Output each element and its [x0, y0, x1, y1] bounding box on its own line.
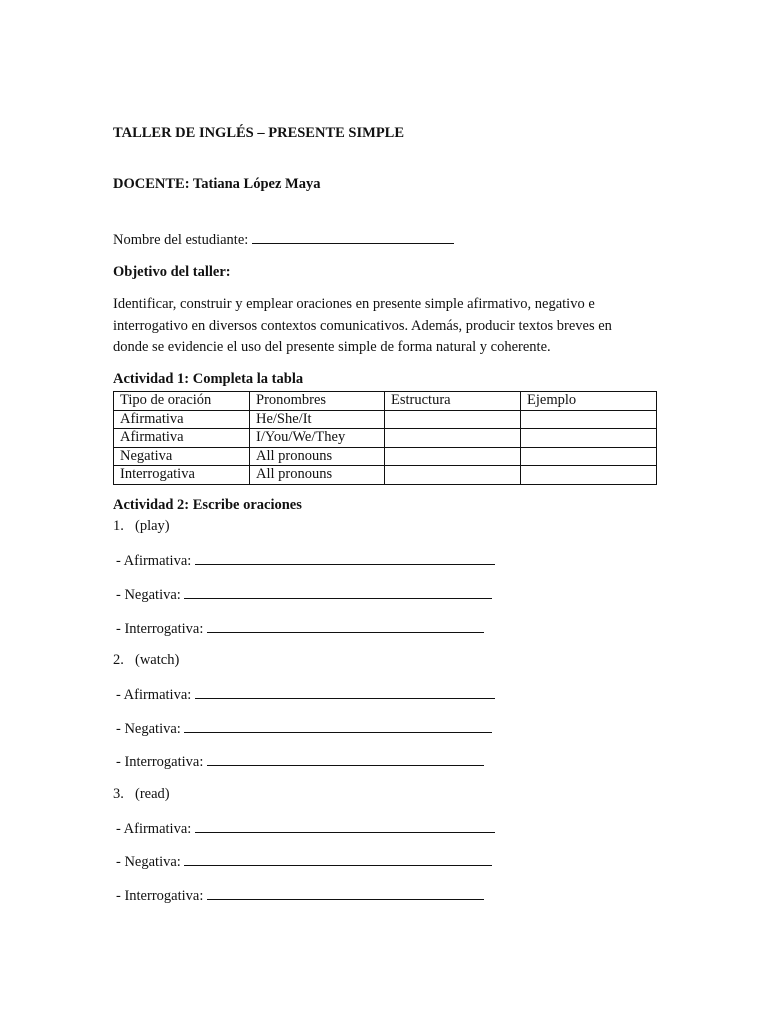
item-verb: (read) — [135, 786, 170, 802]
table-header-cell: Pronombres — [250, 392, 385, 411]
interrogative-row — [116, 752, 484, 771]
interrogative-row — [116, 886, 484, 905]
table-cell-structure[interactable] — [385, 429, 521, 448]
interrogative-label: - Interrogativa: — [116, 754, 204, 770]
table-cell-pronouns: I/You/We/They — [250, 429, 385, 448]
table-header-cell: Estructura — [385, 392, 521, 411]
worksheet-title: TALLER DE INGLÉS – PRESENTE SIMPLE — [113, 125, 405, 141]
student-name-row — [113, 230, 454, 249]
negative-row — [116, 852, 492, 871]
negative-row — [116, 585, 492, 604]
table-header-cell: Tipo de oración — [114, 392, 250, 411]
affirmative-row — [116, 819, 495, 838]
table-cell-example[interactable] — [521, 466, 657, 485]
affirmative-row — [116, 551, 495, 570]
teacher-name: DOCENTE: Tatiana López Maya — [113, 176, 321, 192]
item-number: 3. — [113, 786, 124, 802]
exercise-item-3 — [113, 786, 170, 803]
interrogative-row — [116, 619, 484, 638]
table-cell-type: Negativa — [114, 447, 250, 466]
objective-text: Identificar, construir y emplear oraciones en presente simple afirmativo, negativo e interrogativo en diversos contextos comunicativos. Además, producir textos breves en donde se evidencie el uso del presente simple de forma natural y coherente. — [113, 296, 612, 355]
affirmative-answer-blank[interactable] — [195, 551, 495, 565]
affirmative-label: - Afirmativa: — [116, 821, 192, 837]
negative-row — [116, 719, 492, 738]
affirmative-answer-blank[interactable] — [195, 685, 495, 699]
activity2-heading: Actividad 2: Escribe oraciones — [113, 497, 302, 513]
table-cell-example[interactable] — [521, 429, 657, 448]
item-verb: (play) — [135, 518, 170, 534]
interrogative-label: - Interrogativa: — [116, 621, 204, 637]
table-cell-example[interactable] — [521, 447, 657, 466]
affirmative-label: - Afirmativa: — [116, 553, 192, 569]
activity1-table — [113, 391, 657, 485]
table-cell-structure[interactable] — [385, 447, 521, 466]
table-row — [114, 466, 657, 485]
negative-answer-blank[interactable] — [184, 719, 492, 733]
item-verb: (watch) — [135, 652, 180, 668]
negative-label: - Negativa: — [116, 587, 181, 603]
affirmative-row — [116, 685, 495, 704]
interrogative-label: - Interrogativa: — [116, 888, 204, 904]
table-header-cell: Ejemplo — [521, 392, 657, 411]
interrogative-answer-blank[interactable] — [207, 619, 484, 633]
student-name-label: Nombre del estudiante: — [113, 232, 249, 248]
table-cell-structure[interactable] — [385, 466, 521, 485]
table-cell-pronouns: All pronouns — [250, 447, 385, 466]
activity1-heading: Actividad 1: Completa la tabla — [113, 371, 304, 387]
item-number: 2. — [113, 652, 124, 668]
table-cell-pronouns: All pronouns — [250, 466, 385, 485]
item-number: 1. — [113, 518, 124, 534]
affirmative-answer-blank[interactable] — [195, 819, 495, 833]
table-cell-pronouns: He/She/It — [250, 410, 385, 429]
negative-answer-blank[interactable] — [184, 852, 492, 866]
table-row — [114, 447, 657, 466]
negative-label: - Negativa: — [116, 721, 181, 737]
table-cell-type: Afirmativa — [114, 429, 250, 448]
table-cell-type: Afirmativa — [114, 410, 250, 429]
table-header-row — [114, 392, 657, 411]
negative-label: - Negativa: — [116, 854, 181, 870]
affirmative-label: - Afirmativa: — [116, 687, 192, 703]
interrogative-answer-blank[interactable] — [207, 886, 484, 900]
table-row — [114, 410, 657, 429]
table-row — [114, 429, 657, 448]
table-cell-type: Interrogativa — [114, 466, 250, 485]
exercise-item-2 — [113, 652, 179, 669]
table-cell-structure[interactable] — [385, 410, 521, 429]
student-name-blank[interactable] — [252, 230, 454, 244]
table-cell-example[interactable] — [521, 410, 657, 429]
interrogative-answer-blank[interactable] — [207, 752, 484, 766]
objective-heading: Objetivo del taller: — [113, 264, 231, 280]
exercise-item-1 — [113, 518, 170, 535]
negative-answer-blank[interactable] — [184, 585, 492, 599]
